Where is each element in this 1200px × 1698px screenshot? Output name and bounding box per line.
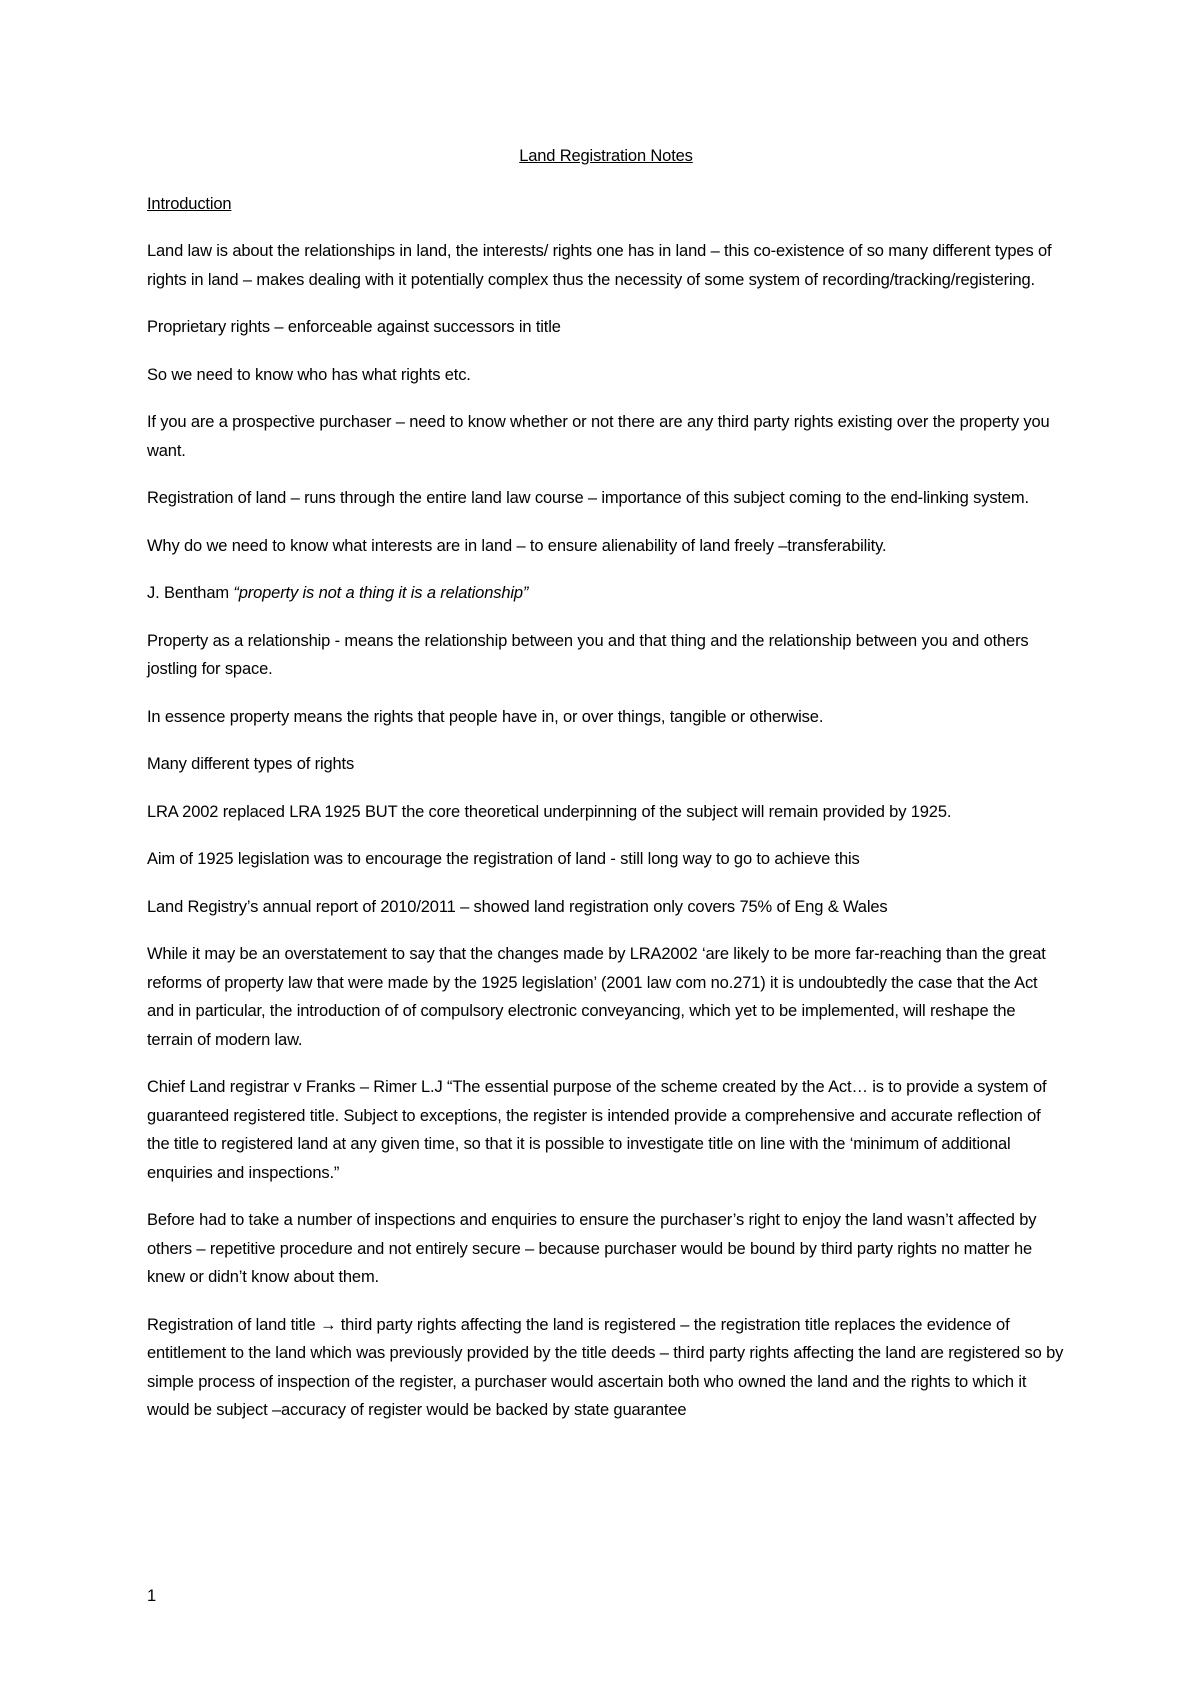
page-number: 1 <box>147 1587 157 1605</box>
paragraph-proprietary-rights: Proprietary rights – enforceable against successors in title <box>147 318 561 336</box>
paragraph-who-has-rights: So we need to know who has what rights etc. <box>147 365 471 384</box>
bentham-quote-text: “property is not a thing it is a relationship” <box>233 584 529 602</box>
bentham-name: J. Bentham <box>147 584 229 602</box>
document-title: Land Registration Notes <box>519 147 693 165</box>
paragraph-chief-land-registrar: Chief Land registrar v Franks – Rimer L.J “The essential purpose of the scheme created by the Act… is to provide a system of guaranteed registered title. Subject to exceptions, the register is intended provide a comprehensive and accurate reflection of the title to registered land at any given time, so that it is possible to investigate title on line with the ‘minimum of additional enquiries and inspections.” <box>147 1078 1047 1182</box>
paragraph-alienability: Why do we need to know what interests are in land – to ensure alienability of land freely –transferability. <box>147 536 887 555</box>
paragraph-registration-of-title: Registration of land title → third party rights affecting the land is registered – the registration title replaces the evidence of entitlement to the land which was previously provided by the title deeds – third party rights affecting the land are registered so by simple process of inspection of the register, a purchaser would ascertain both who owned the land and the rights to which it would be subject –accuracy of register would be backed by state guarantee <box>147 1315 1064 1419</box>
document-body <box>147 142 1065 1444</box>
section-heading-introduction: Introduction <box>147 194 232 213</box>
paragraph-bentham-quote <box>147 579 1065 608</box>
paragraph-essence-of-property: In essence property means the rights that people have in, or over things, tangible or otherwise. <box>147 707 824 726</box>
paragraph-annual-report: Land Registry’s annual report of 2010/2011 – showed land registration only covers 75% of Eng & Wales <box>147 897 888 916</box>
paragraph-aim-of-1925: Aim of 1925 legislation was to encourage the registration of land - still long way to go to achieve this <box>147 850 860 868</box>
paragraph-land-law-intro: Land law is about the relationships in land, the interests/ rights one has in land – this co-existence of so many different types of rights in land – makes dealing with it potentially complex thus the necessity of some system of recording/tracking/registering. <box>147 242 1052 289</box>
paragraph-registration-course: Registration of land – runs through the entire land law course – importance of this subject coming to the end-linking system. <box>147 489 1029 507</box>
paragraph-lra2002-changes: While it may be an overstatement to say that the changes made by LRA2002 ‘are likely to be more far-reaching than the great reforms of property law that were made by the 1925 legislation’ (2001 law com no.271) it is undoubtedly the case that the Act and in particular, the introduction of of compulsory electronic conveyancing, which yet to be implemented, will reshape the terrain of modern law. <box>147 945 1046 1049</box>
paragraph-property-relationship: Property as a relationship - means the relationship between you and that thing and the relationship between you and others jostling for space. <box>147 631 1029 678</box>
paragraph-many-rights: Many different types of rights <box>147 755 355 773</box>
paragraph-prospective-purchaser: If you are a prospective purchaser – need to know whether or not there are any third party rights existing over the property you want. <box>147 413 1050 460</box>
paragraph-lra-2002: LRA 2002 replaced LRA 1925 BUT the core theoretical underpinning of the subject will remain provided by 1925. <box>147 802 952 821</box>
paragraph-before-inspections: Before had to take a number of inspections and enquiries to ensure the purchaser’s right to enjoy the land wasn’t affected by others – repetitive procedure and not entirely secure – because purchaser would be bound by third party rights no matter he knew or didn’t know about them. <box>147 1211 1037 1286</box>
